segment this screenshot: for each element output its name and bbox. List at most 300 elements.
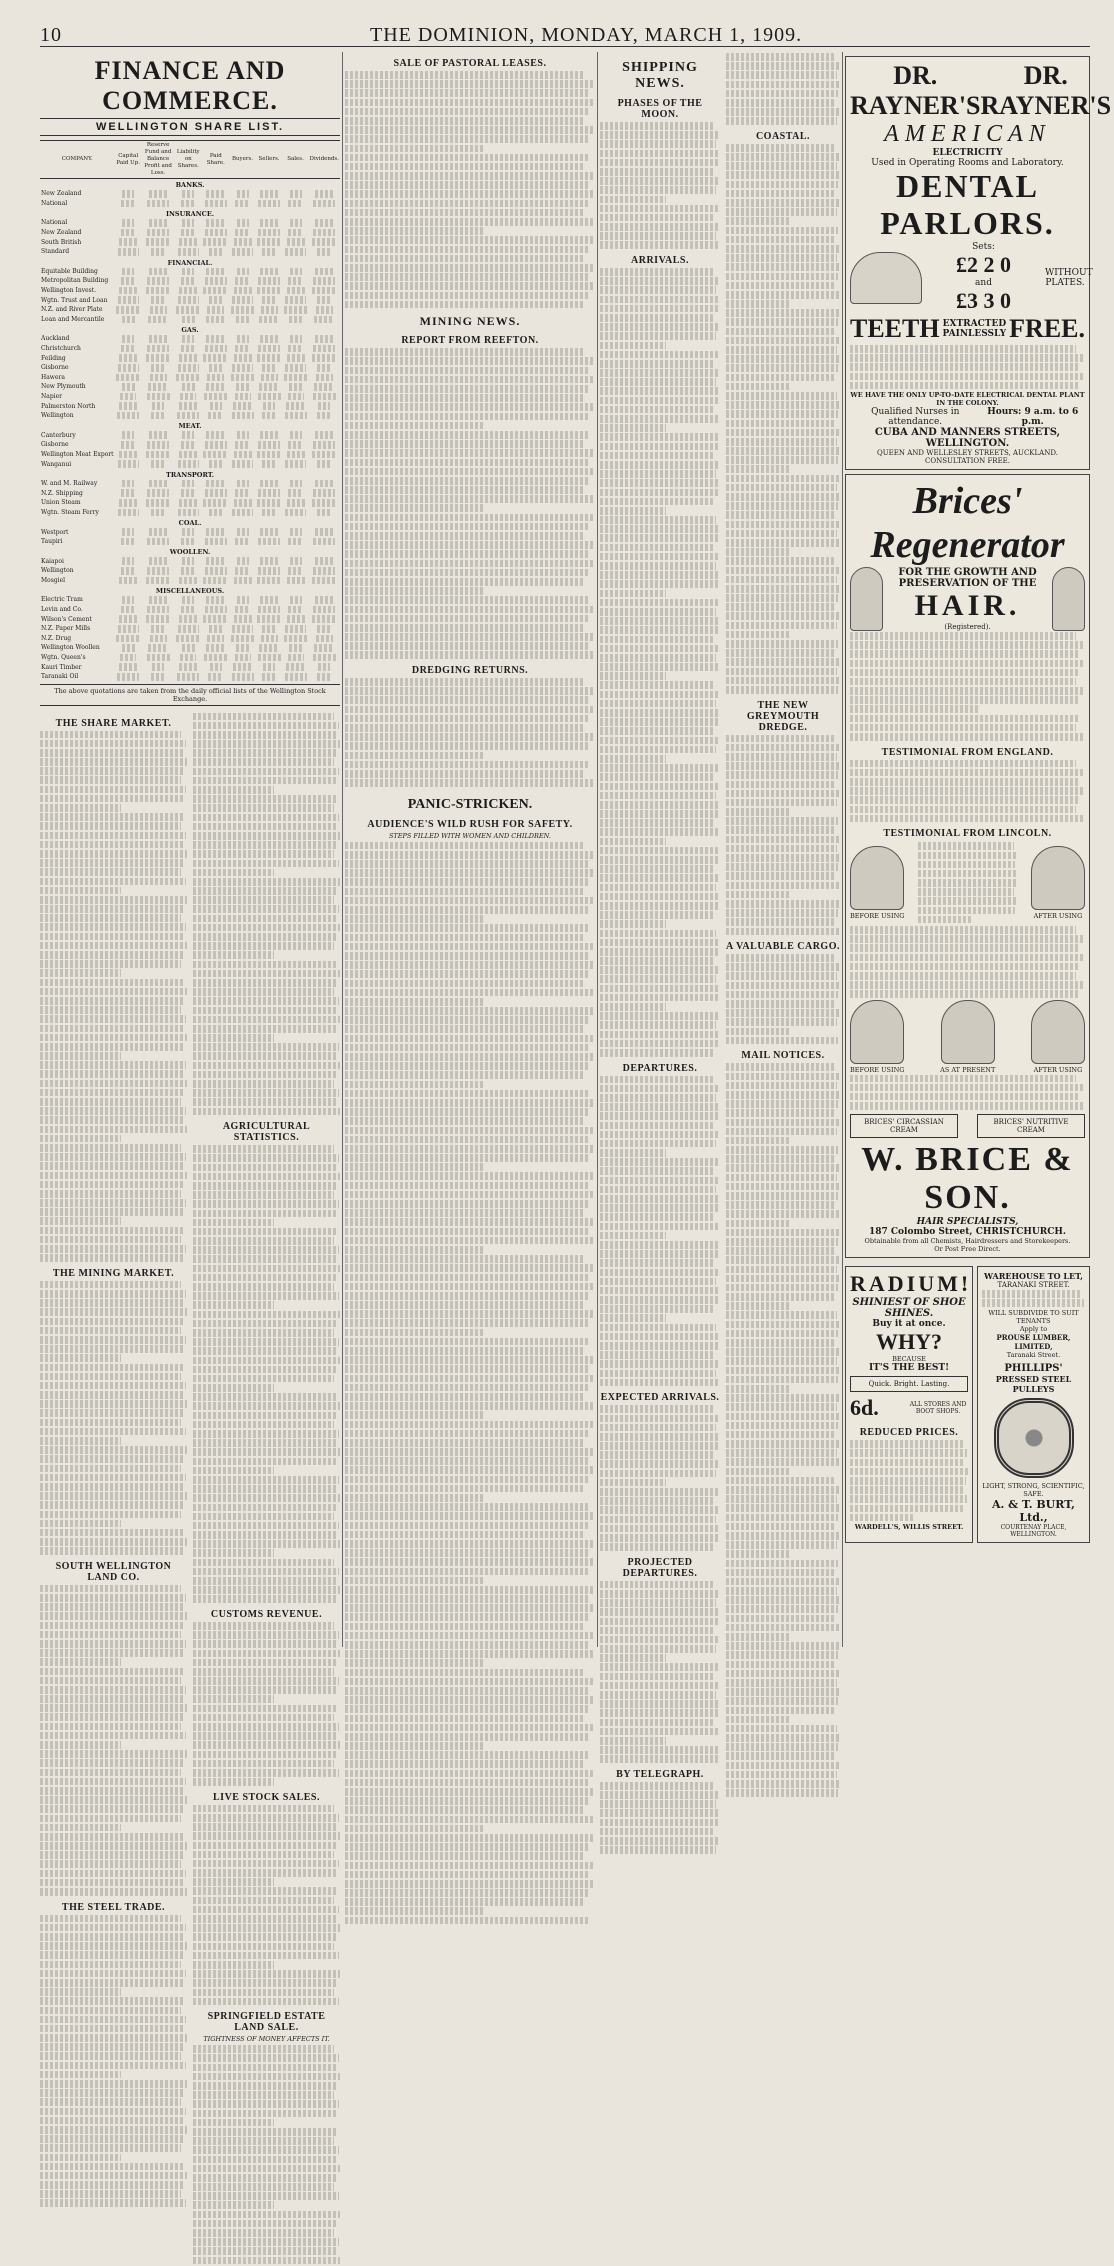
illegible-line [193, 1559, 334, 1567]
illegible-line [345, 1503, 588, 1511]
company-name: Napier [41, 392, 63, 400]
illegible-cell [230, 401, 256, 411]
illegible-line [193, 1531, 336, 1539]
finance-column [40, 52, 340, 2044]
illegible-line [345, 970, 590, 978]
illegible-line [193, 924, 340, 932]
illegible-line [40, 1015, 186, 1023]
illegible-line [726, 1569, 835, 1577]
illegible-line [193, 1154, 339, 1162]
illegible-line [850, 660, 1085, 668]
illegible-line [726, 891, 789, 899]
illegible-cell [309, 459, 340, 469]
table-row [40, 595, 340, 605]
illegible-line [193, 1052, 336, 1060]
illegible-line [600, 1223, 719, 1231]
illegible-cell [115, 382, 142, 392]
illegible-line [345, 459, 588, 467]
illegible-line [850, 696, 1078, 704]
electricity-text: ELECTRICITY [932, 148, 1003, 158]
illegible-line [345, 1163, 483, 1171]
illegible-line [726, 1229, 840, 1237]
illegible-line [345, 961, 595, 969]
illegible-line [850, 678, 1076, 686]
illegible-line [600, 801, 720, 809]
burt-text: A. & T. BURT, Ltd., [991, 1497, 1076, 1524]
illegible-cell [115, 267, 142, 277]
illegible-line [345, 1816, 593, 1824]
illegible-cell [142, 498, 175, 508]
illegible-line [193, 860, 339, 868]
illegible-cell [256, 450, 283, 460]
illegible-line [40, 914, 181, 922]
illegible-cell [309, 488, 340, 498]
illegible-cell [142, 315, 175, 325]
share-col-header: Capital Paid Up. [115, 141, 142, 179]
illegible-line [345, 1558, 595, 1566]
company-name: Loan and Mercantile [41, 315, 105, 323]
illegible-line [726, 1541, 837, 1549]
illegible-line [345, 135, 588, 143]
illegible-line [726, 493, 840, 501]
growth-text: FOR THE GROWTH AND PRESERVATION OF THE [898, 566, 1037, 589]
illegible-line [193, 1760, 334, 1768]
illegible-cell [256, 566, 283, 576]
illegible-line [850, 926, 1076, 934]
illegible-line [345, 1797, 590, 1805]
illegible-line [345, 1531, 585, 1539]
illegible-cell [142, 672, 175, 682]
illegible-line [193, 951, 274, 959]
illegible-cell [174, 643, 202, 653]
illegible-cell [256, 315, 283, 325]
illegible-line [40, 1833, 183, 1841]
illegible-cell [309, 392, 340, 402]
illegible-line [600, 590, 666, 598]
illegible-line [40, 1538, 187, 1546]
illegible-line [726, 1247, 835, 1255]
company-name: N.Z. Drug [41, 634, 72, 642]
illegible-line [600, 773, 715, 781]
illegible-line [850, 806, 1076, 814]
illegible-line [726, 199, 839, 207]
illegible-line [600, 828, 719, 836]
company-name: Hawera [41, 373, 65, 381]
illegible-line [193, 777, 336, 785]
illegible-cell [115, 450, 142, 460]
illegible-line [345, 1678, 593, 1686]
illegible-cell [174, 305, 202, 315]
illegible-line [850, 1093, 1078, 1101]
illegible-line [600, 452, 715, 460]
illegible-line [600, 1755, 718, 1763]
illegible-line [726, 1302, 789, 1310]
illegible-cell [174, 411, 202, 421]
illegible-cell [142, 614, 175, 624]
illegible-line [40, 758, 187, 766]
illegible-line [600, 342, 666, 350]
illegible-line [193, 1494, 340, 1502]
illegible-line [193, 979, 337, 987]
illegible-cell [230, 334, 256, 344]
illegible-line [345, 1319, 588, 1327]
pulleys-text: PRESSED STEEL PULLEYS [995, 1373, 1072, 1394]
illegible-line [40, 1299, 183, 1307]
illegible-line [850, 963, 1080, 971]
illegible-line [850, 815, 1083, 823]
company-name: Kauri Timber [41, 663, 82, 671]
illegible-line [40, 1382, 186, 1390]
company-name: Auckland [41, 335, 70, 343]
illegible-line [40, 1135, 121, 1143]
illegible-cell [142, 624, 175, 634]
illegible-line [600, 314, 715, 322]
table-row [40, 401, 340, 411]
illegible-line [600, 847, 720, 855]
share-group-heading: TRANSPORT. [165, 470, 215, 479]
illegible-line [40, 2080, 187, 2088]
illegible-line [600, 1682, 719, 1690]
illegible-line [600, 479, 720, 487]
illegible-line [918, 879, 1016, 887]
illegible-line [726, 928, 839, 936]
illegible-line [600, 1269, 719, 1277]
illegible-cell [202, 382, 229, 392]
illegible-line [345, 1402, 593, 1410]
shiniest-text: SHINIEST OF SHOE SHINES. [852, 1297, 966, 1320]
illegible-cell [283, 556, 309, 566]
illegible-line [850, 354, 1083, 362]
illegible-line [850, 650, 1078, 658]
pastoral-heading: SALE OF PASTORAL LEASES. [393, 58, 547, 69]
illegible-line [726, 1707, 835, 1715]
illegible-line [193, 2183, 334, 2191]
price-one: £2 2 0 [956, 252, 1011, 277]
illegible-line [345, 1365, 588, 1373]
illegible-line [726, 649, 835, 657]
illegible-line [850, 1075, 1076, 1083]
brices-ad [845, 474, 1090, 1258]
illegible-cell [174, 237, 202, 247]
illegible-line [726, 1073, 839, 1081]
rayner-right: DR. RAYNER'S [980, 61, 1112, 120]
illegible-line [600, 645, 719, 653]
illegible-line [726, 567, 839, 575]
illegible-line [850, 778, 1078, 786]
illegible-line [726, 1495, 837, 1503]
illegible-line [40, 2062, 186, 2070]
table-row [40, 305, 340, 315]
illegible-line [918, 907, 1015, 915]
illegible-line [345, 715, 590, 723]
illegible-cell [283, 315, 309, 325]
illegible-cell [202, 295, 229, 305]
illegible-cell [309, 353, 340, 363]
illegible-cell [230, 344, 256, 354]
table-row [40, 662, 340, 672]
rayner-ad [845, 56, 1112, 470]
illegible-line [726, 790, 839, 798]
illegible-line [600, 150, 720, 158]
illegible-line [600, 1470, 716, 1478]
illegible-cell [142, 401, 175, 411]
illegible-line [600, 323, 719, 331]
illegible-line [600, 966, 719, 974]
illegible-line [193, 1164, 336, 1172]
illegible-line [345, 1540, 593, 1548]
illegible-line [726, 1596, 840, 1604]
illegible-line [193, 1769, 339, 1777]
illegible-line [345, 1035, 593, 1043]
illegible-line [345, 1329, 483, 1337]
illegible-line [345, 1439, 585, 1447]
illegible-line [193, 1952, 339, 1960]
illegible-line [40, 1933, 183, 1941]
illegible-line [193, 1860, 339, 1868]
illegible-line [345, 1476, 590, 1484]
illegible-line [345, 1053, 595, 1061]
illegible-cell [309, 295, 340, 305]
illegible-line [40, 740, 186, 748]
illegible-line [726, 539, 840, 547]
illegible-cell [309, 401, 340, 411]
projected-heading: PROJECTED DEPARTURES. [622, 1556, 698, 1579]
illegible-cell [115, 479, 142, 489]
illegible-line [345, 724, 585, 732]
illegible-line [600, 838, 666, 846]
illegible-line [193, 850, 334, 858]
illegible-line [726, 117, 837, 125]
illegible-line [345, 1568, 590, 1576]
illegible-line [193, 2220, 337, 2228]
illegible-line [726, 162, 837, 170]
illegible-line [345, 860, 588, 868]
illegible-cell [174, 392, 202, 402]
illegible-line [40, 923, 186, 931]
illegible-cell [309, 498, 340, 508]
illegible-text [850, 1440, 968, 1521]
illegible-cell [283, 267, 309, 277]
illegible-line [345, 651, 595, 659]
illegible-line [600, 1333, 720, 1341]
illegible-line [193, 2156, 336, 2164]
illegible-line [193, 2091, 334, 2099]
illegible-line [40, 1245, 186, 1253]
illegible-line [193, 2238, 339, 2246]
illegible-line [193, 1228, 337, 1236]
illegible-line [345, 1191, 595, 1199]
hours-text: Hours: 9 a.m. to 6 p.m. [987, 406, 1079, 427]
illegible-cell [202, 440, 229, 450]
illegible-line [193, 1255, 336, 1263]
illegible-cell [115, 605, 142, 615]
illegible-cell [283, 653, 309, 663]
company-name: New Plymouth [41, 383, 86, 391]
illegible-line [193, 896, 334, 904]
illegible-cell [115, 237, 142, 247]
illegible-line [193, 1412, 337, 1420]
illegible-text [345, 71, 595, 308]
illegible-line [726, 1028, 789, 1036]
radium-ad [845, 1266, 973, 1542]
illegible-line [600, 1112, 718, 1120]
illegible-cell [142, 305, 175, 315]
illegible-line [193, 1366, 337, 1374]
share-group-heading: INSURANCE. [165, 210, 215, 219]
buy-text: Buy it at once. [872, 1319, 946, 1330]
illegible-line [40, 933, 183, 941]
illegible-line [726, 1550, 789, 1558]
illegible-line [726, 217, 789, 225]
illegible-line [40, 1769, 181, 1777]
illegible-line [726, 108, 839, 116]
illegible-line [193, 1686, 336, 1694]
illegible-line [345, 200, 590, 208]
table-row [40, 643, 340, 653]
illegible-cell [142, 662, 175, 672]
illegible-line [726, 282, 835, 290]
illegible-line [600, 957, 715, 965]
illegible-cell [309, 199, 340, 209]
panic-heading: PANIC-STRICKEN. [407, 796, 533, 812]
illegible-line [726, 355, 840, 363]
illegible-line [600, 1250, 718, 1258]
illegible-line [345, 1724, 593, 1732]
illegible-line [726, 799, 837, 807]
illegible-line [193, 970, 340, 978]
illegible-line [345, 1806, 585, 1814]
illegible-line [600, 1497, 715, 1505]
illegible-line [345, 376, 595, 384]
illegible-line [600, 378, 716, 386]
share-group-heading: MEAT. [178, 422, 202, 431]
illegible-line [40, 1951, 184, 1959]
illegible-cell [115, 286, 142, 296]
illegible-text [850, 1075, 1085, 1110]
illegible-line [345, 477, 590, 485]
illegible-line [193, 2146, 339, 2154]
illegible-line [40, 1778, 186, 1786]
illegible-line [345, 1081, 483, 1089]
company-name: Levin and Co. [41, 606, 83, 614]
illegible-cell [230, 479, 256, 489]
illegible-line [600, 1415, 719, 1423]
illegible-line [345, 1825, 483, 1833]
illegible-text [918, 842, 1018, 923]
because-text: BECAUSE [892, 1355, 926, 1364]
illegible-cell [309, 189, 340, 199]
illegible-line [193, 1887, 337, 1895]
illegible-line [193, 1814, 339, 1822]
illegible-line [345, 1218, 593, 1226]
illegible-line [600, 159, 718, 167]
illegible-line [600, 498, 715, 506]
illegible-line [600, 985, 720, 993]
illegible-cell [202, 305, 229, 315]
illegible-line [193, 1933, 337, 1941]
illegible-cell [174, 537, 202, 547]
company-name: N.Z. Paper Mills [41, 625, 91, 633]
illegible-line [726, 1100, 838, 1108]
illegible-cell [283, 353, 309, 363]
illegible-line [600, 700, 716, 708]
illegible-line [193, 1832, 340, 1840]
queen-address: QUEEN AND WELLESLEY STREETS, AUCKLAND. [877, 448, 1058, 457]
illegible-cell [202, 286, 229, 296]
illegible-line [345, 367, 588, 375]
illegible-line [850, 990, 1078, 998]
illegible-line [193, 713, 334, 721]
illegible-line [726, 640, 838, 648]
illegible-line [600, 1451, 715, 1459]
illegible-line [40, 1805, 184, 1813]
illegible-cell [309, 672, 340, 682]
illegible-line [726, 1431, 835, 1439]
illegible-line [40, 1787, 183, 1795]
illegible-line [40, 1474, 186, 1482]
illegible-cell [309, 614, 340, 624]
illegible-cell [115, 566, 142, 576]
share-list-title: WELLINGTON SHARE LIST. [40, 118, 340, 136]
illegible-line [600, 470, 716, 478]
illegible-line [193, 2174, 337, 2182]
illegible-line [345, 80, 593, 88]
illegible-line [345, 1356, 593, 1364]
company-name: National [41, 219, 68, 227]
illegible-line [40, 1851, 184, 1859]
illegible-line [600, 296, 720, 304]
illegible-cell [115, 576, 142, 586]
illegible-line [345, 1062, 590, 1070]
illegible-line [600, 1241, 720, 1249]
illegible-line [40, 1308, 187, 1316]
illegible-line [40, 1970, 186, 1978]
illegible-cell [256, 247, 283, 257]
illegible-cell [256, 662, 283, 672]
table-row [40, 237, 340, 247]
illegible-line [726, 144, 835, 152]
illegible-line [40, 795, 183, 803]
illegible-line [726, 1587, 837, 1595]
illegible-line [193, 2064, 336, 2072]
illegible-text [850, 926, 1085, 998]
illegible-cell [202, 488, 229, 498]
illegible-line [193, 2137, 334, 2145]
illegible-line [345, 1338, 590, 1346]
illegible-line [726, 1348, 839, 1356]
illegible-line [850, 760, 1076, 768]
table-row [40, 363, 340, 373]
steel-trade-heading: THE STEEL TRADE. [61, 1901, 166, 1913]
company-name: Taupiri [41, 538, 63, 546]
illegible-cell [283, 295, 309, 305]
finance-subcol-left [40, 712, 187, 2266]
company-name: Wellington [41, 567, 74, 575]
illegible-line [345, 1862, 593, 1870]
panic-subheading-2: STEPS FILLED WITH WOMEN AND CHILDREN. [388, 831, 551, 840]
illegible-cell [256, 286, 283, 296]
company-name: N.Z. and River Plate [41, 306, 103, 314]
illegible-text [982, 1290, 1085, 1307]
illegible-line [726, 318, 838, 326]
hair-title: HAIR. [914, 588, 1021, 622]
illegible-line [726, 1357, 837, 1365]
illegible-cell [174, 498, 202, 508]
illegible-line [600, 626, 718, 634]
illegible-cell [174, 662, 202, 672]
illegible-line [600, 1627, 715, 1635]
illegible-line [345, 733, 593, 741]
